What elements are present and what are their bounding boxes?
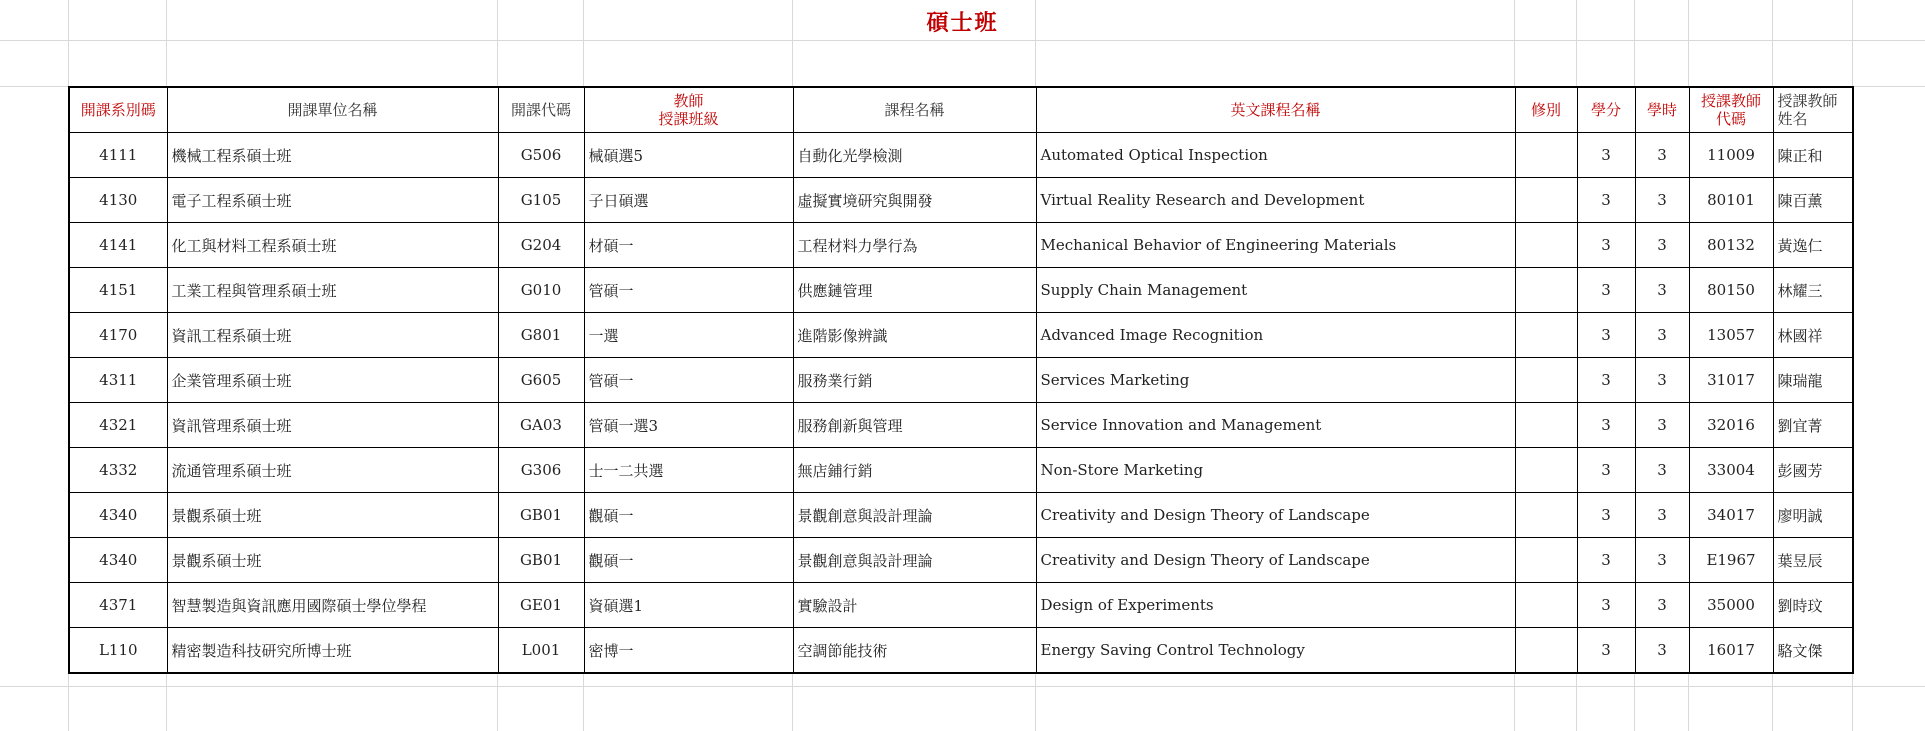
cell-course-name[interactable]: 景觀創意與設計理論 [793, 493, 1036, 538]
cell-teacher-name[interactable]: 彭國芳 [1773, 448, 1853, 493]
cell-hours[interactable]: 3 [1635, 628, 1689, 674]
cell-teacher-code[interactable]: 32016 [1689, 403, 1773, 448]
cell-type[interactable] [1515, 358, 1577, 403]
cell-credits[interactable]: 3 [1577, 313, 1635, 358]
cell-course-code[interactable]: G306 [498, 448, 584, 493]
cell-teacher-code[interactable]: 13057 [1689, 313, 1773, 358]
cell-english-name[interactable]: Design of Experiments [1036, 583, 1515, 628]
header-teacher-class[interactable] [584, 87, 793, 133]
cell-english-name[interactable]: Virtual Reality Research and Development [1036, 178, 1515, 223]
cell-unit-name[interactable]: 電子工程系碩士班 [167, 178, 498, 223]
table-row [69, 538, 1853, 583]
cell-class[interactable]: 士一二共選 [584, 448, 793, 493]
cell-type[interactable] [1515, 403, 1577, 448]
cell-class[interactable]: 觀碩一 [584, 538, 793, 583]
cell-credits[interactable]: 3 [1577, 448, 1635, 493]
cell-credits[interactable]: 3 [1577, 403, 1635, 448]
cell-course-code[interactable]: GE01 [498, 583, 584, 628]
cell-teacher-name[interactable]: 黃逸仁 [1773, 223, 1853, 268]
cell-type[interactable] [1515, 313, 1577, 358]
cell-dept-code[interactable]: 4332 [69, 448, 167, 493]
cell-unit-name[interactable]: 精密製造科技研究所博士班 [167, 628, 498, 674]
cell-course-code[interactable]: G506 [498, 133, 584, 178]
cell-course-name[interactable]: 空調節能技術 [793, 628, 1036, 674]
cell-unit-name[interactable]: 智慧製造與資訊應用國際碩士學位學程 [167, 583, 498, 628]
header-dept-code[interactable]: 開課系別碼 [69, 87, 167, 133]
cell-credits[interactable]: 3 [1577, 268, 1635, 313]
table-row [69, 403, 1853, 448]
cell-hours[interactable]: 3 [1635, 313, 1689, 358]
cell-teacher-code[interactable]: 35000 [1689, 583, 1773, 628]
cell-unit-name[interactable]: 資訊管理系碩士班 [167, 403, 498, 448]
header-english-name[interactable]: 英文課程名稱 [1036, 87, 1515, 133]
cell-type[interactable] [1515, 133, 1577, 178]
table-row [69, 133, 1853, 178]
cell-unit-name[interactable]: 流通管理系碩士班 [167, 448, 498, 493]
cell-unit-name[interactable]: 景觀系碩士班 [167, 538, 498, 583]
cell-hours[interactable]: 3 [1635, 223, 1689, 268]
cell-english-name[interactable]: Advanced Image Recognition [1036, 313, 1515, 358]
cell-dept-code[interactable]: 4311 [69, 358, 167, 403]
header-teacher-class-label: 教師 授課班級 [658, 92, 719, 128]
cell-class[interactable]: 一選 [584, 313, 793, 358]
cell-class[interactable]: 子日碩選 [584, 178, 793, 223]
cell-course-code[interactable]: G605 [498, 358, 584, 403]
cell-english-name[interactable]: Non-Store Marketing [1036, 448, 1515, 493]
header-credits[interactable]: 學分 [1577, 87, 1635, 133]
table-row [69, 223, 1853, 268]
cell-hours[interactable]: 3 [1635, 268, 1689, 313]
cell-english-name[interactable]: Energy Saving Control Technology [1036, 628, 1515, 674]
cell-teacher-name[interactable]: 陳正和 [1773, 133, 1853, 178]
cell-course-code[interactable]: G010 [498, 268, 584, 313]
cell-teacher-name[interactable]: 陳瑞龍 [1773, 358, 1853, 403]
cell-course-code[interactable]: GA03 [498, 403, 584, 448]
header-teacher-code[interactable] [1689, 87, 1773, 133]
table-row [69, 583, 1853, 628]
cell-dept-code[interactable]: 4141 [69, 223, 167, 268]
cell-course-name[interactable]: 服務業行銷 [793, 358, 1036, 403]
cell-course-name[interactable]: 服務創新與管理 [793, 403, 1036, 448]
cell-hours[interactable]: 3 [1635, 178, 1689, 223]
cell-type[interactable] [1515, 628, 1577, 674]
cell-teacher-code[interactable]: 31017 [1689, 358, 1773, 403]
cell-dept-code[interactable]: 4170 [69, 313, 167, 358]
cell-english-name[interactable]: Mechanical Behavior of Engineering Materials [1036, 223, 1515, 268]
cell-hours[interactable]: 3 [1635, 538, 1689, 583]
table-header-row [69, 87, 1853, 133]
cell-course-code[interactable]: G801 [498, 313, 584, 358]
cell-credits[interactable]: 3 [1577, 178, 1635, 223]
sheet-title: 碩士班 [926, 10, 999, 36]
cell-type[interactable] [1515, 538, 1577, 583]
cell-credits[interactable]: 3 [1577, 133, 1635, 178]
cell-class[interactable]: 管碩一 [584, 358, 793, 403]
cell-dept-code[interactable]: 4340 [69, 538, 167, 583]
cell-unit-name[interactable]: 企業管理系碩士班 [167, 358, 498, 403]
cell-teacher-code[interactable]: E1967 [1689, 538, 1773, 583]
cell-teacher-code[interactable]: 33004 [1689, 448, 1773, 493]
cell-class[interactable]: 管碩一 [584, 268, 793, 313]
table-row [69, 313, 1853, 358]
cell-class[interactable]: 材碩一 [584, 223, 793, 268]
cell-teacher-code[interactable]: 80132 [1689, 223, 1773, 268]
cell-unit-name[interactable]: 資訊工程系碩士班 [167, 313, 498, 358]
header-teacher-code-label: 授課教師 代碼 [1700, 92, 1761, 128]
cell-class[interactable]: 密博一 [584, 628, 793, 674]
cell-course-code[interactable]: GB01 [498, 538, 584, 583]
cell-hours[interactable]: 3 [1635, 133, 1689, 178]
header-teacher-name[interactable] [1773, 87, 1853, 133]
cell-teacher-name[interactable]: 陳百薰 [1773, 178, 1853, 223]
header-teacher-name-label: 授課教師 姓名 [1777, 92, 1838, 128]
cell-english-name[interactable]: Service Innovation and Management [1036, 403, 1515, 448]
header-hours[interactable]: 學時 [1635, 87, 1689, 133]
cell-teacher-name[interactable]: 劉宜菁 [1773, 403, 1853, 448]
cell-credits[interactable]: 3 [1577, 538, 1635, 583]
cell-teacher-code[interactable]: 80101 [1689, 178, 1773, 223]
cell-dept-code[interactable]: 4151 [69, 268, 167, 313]
grid-line [0, 40, 1925, 41]
cell-course-name[interactable]: 供應鏈管理 [793, 268, 1036, 313]
cell-type[interactable] [1515, 493, 1577, 538]
cell-dept-code[interactable]: L110 [69, 628, 167, 674]
cell-credits[interactable]: 3 [1577, 223, 1635, 268]
cell-teacher-code[interactable]: 80150 [1689, 268, 1773, 313]
cell-type[interactable] [1515, 448, 1577, 493]
cell-unit-name[interactable]: 機械工程系碩士班 [167, 133, 498, 178]
cell-course-name[interactable]: 自動化光學檢測 [793, 133, 1036, 178]
cell-course-name[interactable]: 無店鋪行銷 [793, 448, 1036, 493]
cell-english-name[interactable]: Supply Chain Management [1036, 268, 1515, 313]
cell-credits[interactable]: 3 [1577, 493, 1635, 538]
cell-course-code[interactable]: GB01 [498, 493, 584, 538]
cell-course-name[interactable]: 景觀創意與設計理論 [793, 538, 1036, 583]
header-course-name[interactable]: 課程名稱 [793, 87, 1036, 133]
cell-teacher-name[interactable]: 劉時玟 [1773, 583, 1853, 628]
cell-type[interactable] [1515, 268, 1577, 313]
table-row [69, 358, 1853, 403]
cell-class[interactable]: 械碩選5 [584, 133, 793, 178]
cell-teacher-name[interactable]: 葉昱辰 [1773, 538, 1853, 583]
course-table [68, 86, 1854, 674]
cell-class[interactable]: 管碩一選3 [584, 403, 793, 448]
cell-class[interactable]: 資碩選1 [584, 583, 793, 628]
cell-teacher-name[interactable]: 林國祥 [1773, 313, 1853, 358]
cell-dept-code[interactable]: 4340 [69, 493, 167, 538]
cell-english-name[interactable]: Automated Optical Inspection [1036, 133, 1515, 178]
cell-dept-code[interactable]: 4321 [69, 403, 167, 448]
cell-hours[interactable]: 3 [1635, 583, 1689, 628]
header-unit-name[interactable]: 開課單位名稱 [167, 87, 498, 133]
cell-credits[interactable]: 3 [1577, 628, 1635, 674]
table-row [69, 493, 1853, 538]
cell-teacher-code[interactable]: 16017 [1689, 628, 1773, 674]
cell-dept-code[interactable]: 4130 [69, 178, 167, 223]
cell-course-code[interactable]: G204 [498, 223, 584, 268]
header-course-code[interactable]: 開課代碼 [498, 87, 584, 133]
cell-hours[interactable]: 3 [1635, 493, 1689, 538]
cell-type[interactable] [1515, 223, 1577, 268]
cell-hours[interactable]: 3 [1635, 358, 1689, 403]
cell-english-name[interactable]: Creativity and Design Theory of Landscape [1036, 493, 1515, 538]
cell-unit-name[interactable]: 工業工程與管理系碩士班 [167, 268, 498, 313]
table-row [69, 178, 1853, 223]
cell-course-name[interactable]: 虛擬實境研究與開發 [793, 178, 1036, 223]
cell-class[interactable]: 觀碩一 [584, 493, 793, 538]
table-row [69, 628, 1853, 674]
table-row [69, 448, 1853, 493]
cell-course-name[interactable]: 實驗設計 [793, 583, 1036, 628]
cell-unit-name[interactable]: 化工與材料工程系碩士班 [167, 223, 498, 268]
cell-credits[interactable]: 3 [1577, 583, 1635, 628]
cell-unit-name[interactable]: 景觀系碩士班 [167, 493, 498, 538]
cell-english-name[interactable]: Creativity and Design Theory of Landscape [1036, 538, 1515, 583]
cell-dept-code[interactable]: 4111 [69, 133, 167, 178]
cell-course-name[interactable]: 進階影像辨識 [793, 313, 1036, 358]
cell-teacher-name[interactable]: 林耀三 [1773, 268, 1853, 313]
cell-credits[interactable]: 3 [1577, 358, 1635, 403]
cell-teacher-name[interactable]: 駱文傑 [1773, 628, 1853, 674]
cell-teacher-name[interactable]: 廖明誠 [1773, 493, 1853, 538]
cell-teacher-code[interactable]: 34017 [1689, 493, 1773, 538]
cell-type[interactable] [1515, 583, 1577, 628]
table-row [69, 268, 1853, 313]
cell-hours[interactable]: 3 [1635, 448, 1689, 493]
grid-line [0, 686, 1925, 687]
cell-course-name[interactable]: 工程材料力學行為 [793, 223, 1036, 268]
cell-course-code[interactable]: G105 [498, 178, 584, 223]
cell-hours[interactable]: 3 [1635, 403, 1689, 448]
header-type[interactable]: 修別 [1515, 87, 1577, 133]
table-body [69, 133, 1853, 674]
cell-dept-code[interactable]: 4371 [69, 583, 167, 628]
cell-type[interactable] [1515, 178, 1577, 223]
cell-teacher-code[interactable]: 11009 [1689, 133, 1773, 178]
cell-course-code[interactable]: L001 [498, 628, 584, 674]
cell-english-name[interactable]: Services Marketing [1036, 358, 1515, 403]
